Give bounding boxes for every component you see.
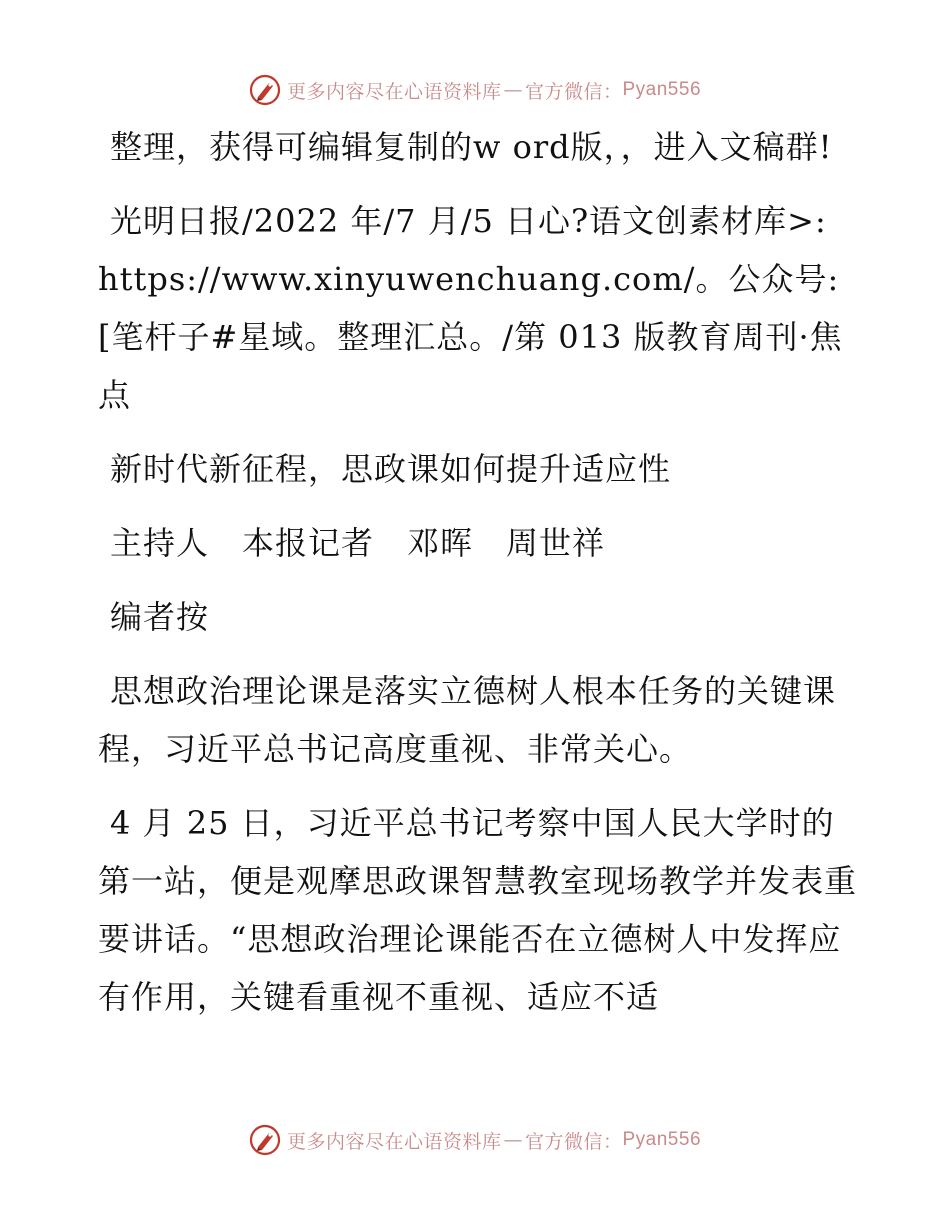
- article-title: 新时代新征程，思政课如何提升适应性: [110, 450, 672, 488]
- paragraph-body-2: 4 月 25 日，习近平总书记考察中国人民大学时的第一站，便是观摩思政课智慧教室现场教学并发表重要讲话。“思想政治理论课能否在立德树人中发挥应有作用，关键看重视不重视、适应不适: [98, 804, 858, 1016]
- document-body: [98, 118, 858, 1042]
- pen-logo-icon: [249, 1124, 281, 1156]
- header-banner: [0, 70, 950, 110]
- editor-note-heading: 编者按: [110, 598, 210, 636]
- banner-wechat-label: 官方微信：: [524, 1130, 623, 1153]
- article-hosts: 主持人 本报记者 邓晖 周世祥: [110, 524, 606, 562]
- banner-wechat-id: Pyan556: [622, 79, 702, 100]
- banner-separator: —: [503, 1129, 523, 1151]
- banner-text: 更多内容尽在心语资料库: [286, 1130, 502, 1153]
- banner-wechat-id: Pyan556: [622, 1129, 702, 1150]
- paragraph-intro: 整理，获得可编辑复制的w ord版，，进入文稿群!: [110, 128, 833, 166]
- paragraph-body-1: 思想政治理论课是落实立德树人根本任务的关键课程，习近平总书记高度重视、非常关心。: [98, 672, 837, 768]
- banner-text: 更多内容尽在心语资料库: [286, 80, 502, 103]
- banner-wechat-label: 官方微信：: [524, 80, 623, 103]
- pen-logo-icon: [249, 74, 281, 106]
- paragraph-source: 光明日报/2022 年/7 月/5 日心?语文创素材库>: https://www.xinyuwenchuang.com/。公众号:[笔杆子#星域。整理汇总。/第 013 版教育周刊·焦点: [98, 202, 843, 414]
- footer-banner: [0, 1120, 950, 1160]
- banner-separator: —: [503, 79, 523, 101]
